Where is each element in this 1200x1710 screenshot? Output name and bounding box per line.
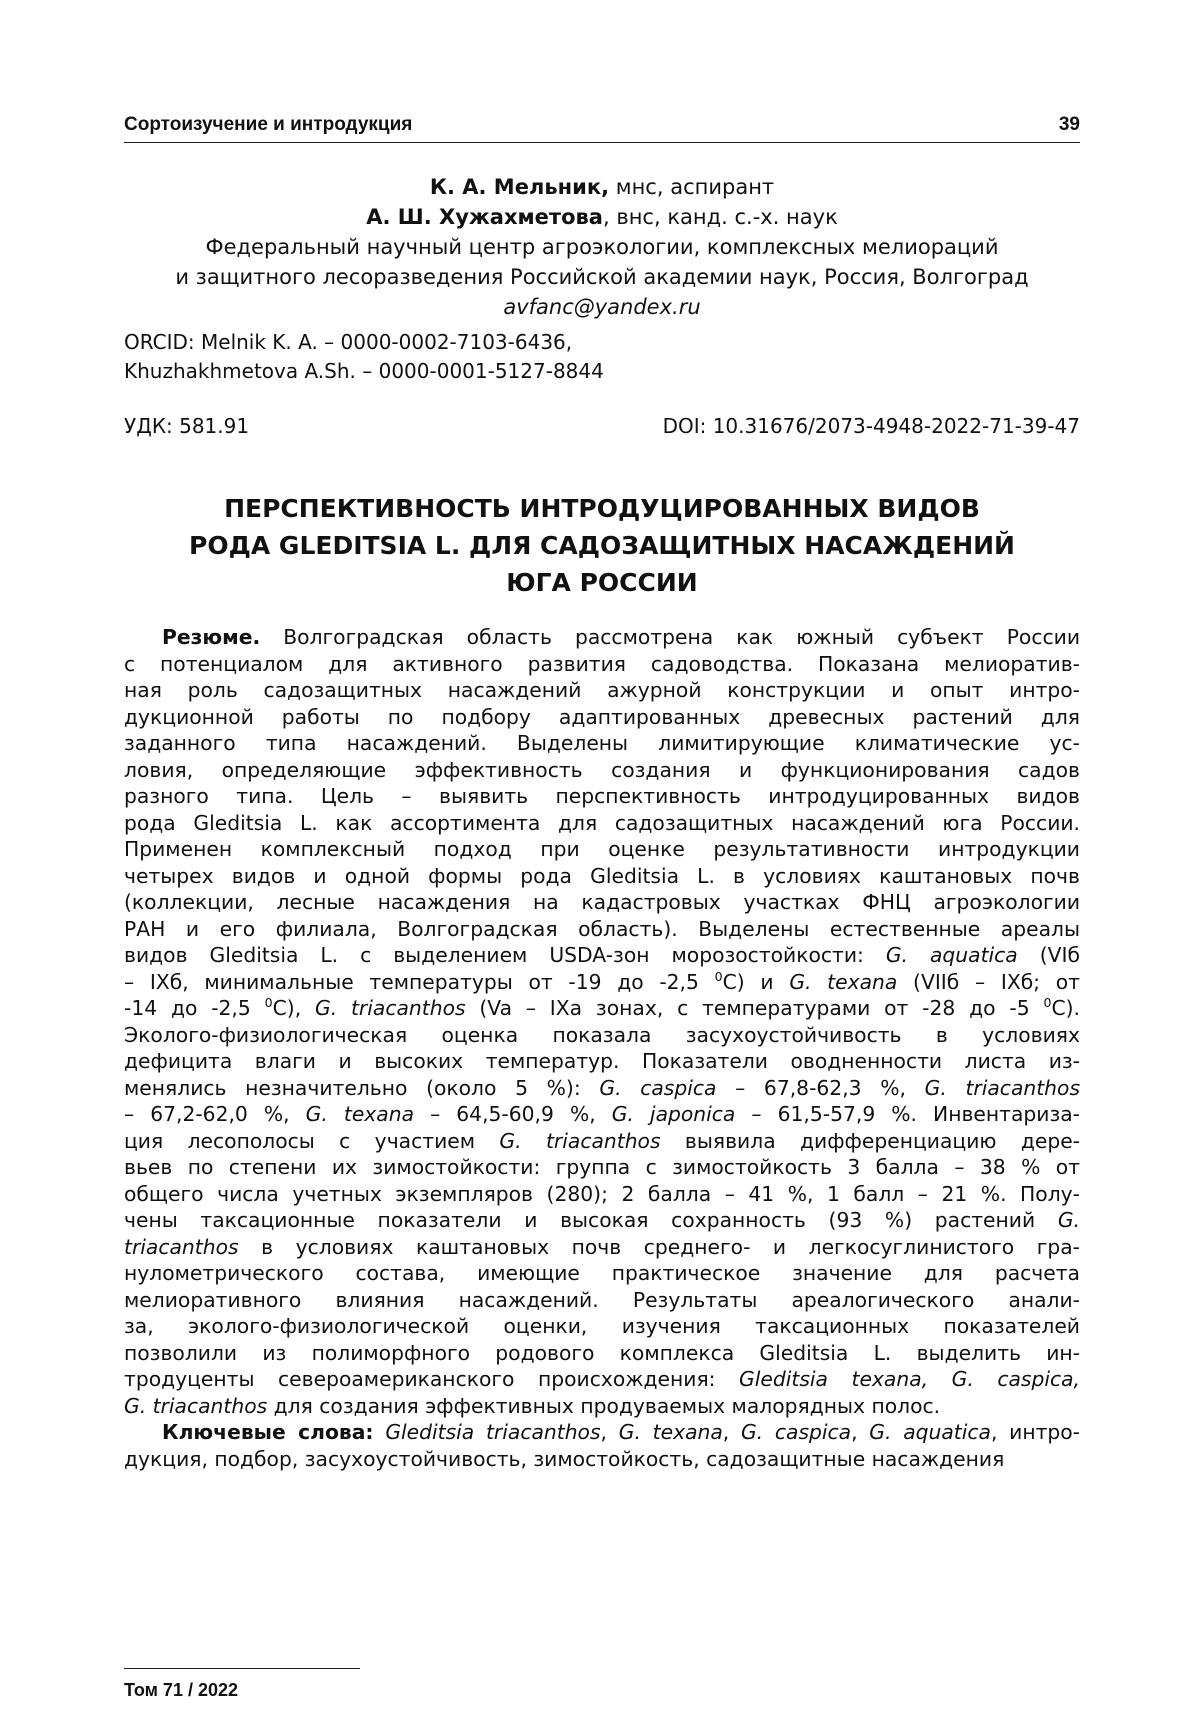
abstract-line: рода Gleditsia L. как ассортимента для садозащитных насаждений юга России. [124,810,1080,835]
journal-page [124,0,1080,1710]
abstract-line: за, эколого-физиологической оценки, изучения таксационных показателей [124,1314,1080,1338]
udk-code: УДК: 581.91 [124,414,250,438]
orcid-line-1: ORCID: Melnik K. A. – 0000-0002-7103-6436, [124,330,573,354]
title-line-3: ЮГА РОССИИ [506,568,698,597]
title-line-2: РОДА GLEDITSIA L. ДЛЯ САДОЗАЩИТНЫХ НАСАЖДЕНИЙ [189,531,1015,560]
abstract-line: тродуценты североамериканского происхождения: Gleditsia texana, G. caspica, [124,1367,1080,1391]
affiliation-line-1: Федеральный научный центр агроэкологии, комплексных мелиораций [205,235,999,259]
abstract-line: РАН и его филиала, Волгоградская область). Выделены естественные ареалы [124,916,1080,941]
keywords-line: дукция, подбор, засухоустойчивость, зимостойкость, садозащитные насаждения [124,1446,1005,1471]
abstract-line: (коллекции, лесные насаждения на кадастровых участках ФНЦ агроэкологии [124,890,1080,914]
abstract-line: ловия, определяющие эффективность создания и функционирования садов [124,757,1080,782]
volume-footer: Том 71 / 2022 [124,1680,239,1700]
affiliation-line-2: и защитного лесоразведения Российской академии наук, Россия, Волгоград [175,265,1029,289]
abstract-line: triacanthos в условиях каштановых почв среднего- и легкосуглинистого гра- [124,1234,1080,1259]
title-line-1: ПЕРСПЕКТИВНОСТЬ ИНТРОДУЦИРОВАННЫХ ВИДОВ [224,494,980,523]
footer-rule [124,1668,360,1669]
orcid-block [124,328,1080,386]
author-2-role: , внс, канд. с.-х. наук [602,205,838,229]
abstract-line: – 67,2-62,0 %, G. texana – 64,5-60,9 %, G. japonica – 61,5-57,9 %. Инвентариза- [124,1102,1081,1126]
abstract-line: ная роль садозащитных насаждений ажурной конструкции и опыт интро- [124,678,1080,702]
abstract-line: G. triacanthos для создания эффективных продуваемых малорядных полос. [124,1393,941,1418]
abstract-line: видов Gleditsia L. с выделением USDA-зон морозостойкости: G. aquatica (VIб [124,943,1080,967]
abstract-line: Применен комплексный подход при оценке результативности интродукции [124,837,1080,861]
abstract-line: чены таксационные показатели и высокая сохранность (93 %) растений G. [124,1208,1080,1232]
article-title [124,490,1080,601]
orcid-line-2: Khuzhakhmetova A.Sh. – 0000-0001-5127-8844 [124,359,604,383]
author-1-name: К. А. Мельник, [429,175,610,199]
abstract-line: вьев по степени их зимостойкости: группа с зимостойкость 3 балла – 38 % от [124,1155,1080,1179]
abstract-line: Резюме. Волгоградская область рассмотрена как южный субъект России [162,625,1080,649]
abstract-line: менялись незначительно (около 5 %): G. caspica – 67,8-62,3 %, G. triacanthos [124,1075,1081,1100]
abstract-line: с потенциалом для активного развития садоводства. Показана мелиоратив- [124,651,1080,676]
identifiers-row [124,414,1080,444]
abstract-line: разного типа. Цель – выявить перспективность интродуцированных видов [124,784,1080,808]
abstract-line: ция лесополосы с участием G. triacanthos выявила дифференциацию дере- [124,1128,1081,1153]
abstract-section [124,624,1080,1472]
abstract-line: Эколого-физиологическая оценка показала засухоустойчивость в условиях [124,1022,1080,1047]
abstract-label: Резюме. [162,625,261,649]
author-block [124,172,1080,322]
running-header [124,112,1080,143]
author-2-name: А. Ш. Хужахметова [366,205,603,229]
author-2 [124,202,1080,232]
abstract-line: четырех видов и одной формы рода Gleditsia L. в условиях каштановых почв [124,863,1080,888]
doi-link[interactable]: DOI: 10.31676/2073-4948-2022-71-39-47 [662,414,1080,438]
abstract-line: – IXб, минимальные температуры от -19 до -2,5 $^0$С) и G. texana (VIIб – IXб; от [124,968,1080,994]
keywords-line: Ключевые слова: Gleditsia triacanthos, G. texana, G. caspica, G. aquatica, интро- [162,1420,1080,1444]
abstract-line: дефицита влаги и высоких температур. Показатели оводненности листа из- [124,1049,1080,1073]
abstract-line: мелиоративного влияния насаждений. Результаты ареалогического анали- [124,1287,1080,1312]
email-text: avfanc@yandex.ru [503,295,701,319]
page-number: 39 [1058,114,1080,135]
keywords-label: Ключевые слова: [162,1420,374,1444]
abstract-line: общего числа учетных экземпляров (280); 2 балла – 41 %, 1 балл – 21 %. Полу- [124,1181,1080,1206]
author-1-role: мнс, аспирант [609,175,775,199]
abstract-line: позволили из полиморфного родового комплекса Gleditsia L. выделить ин- [124,1340,1080,1365]
abstract-line: нулометрического состава, имеющие практическое значение для расчета [124,1261,1080,1285]
section-title: Сортоизучение и интродукция [124,114,413,135]
abstract-line: -14 до -2,5 $^0$С), G. triacanthos (Va – IXa зонах, с температурами от -28 до -5 $^0$С). [124,995,1080,1020]
abstract-line: заданного типа насаждений. Выделены лимитирующие климатические ус- [124,731,1080,755]
email-link[interactable] [124,292,1080,322]
author-1 [124,172,1080,202]
abstract-line: дукционной работы по подбору адаптированных древесных растений для [124,704,1080,729]
